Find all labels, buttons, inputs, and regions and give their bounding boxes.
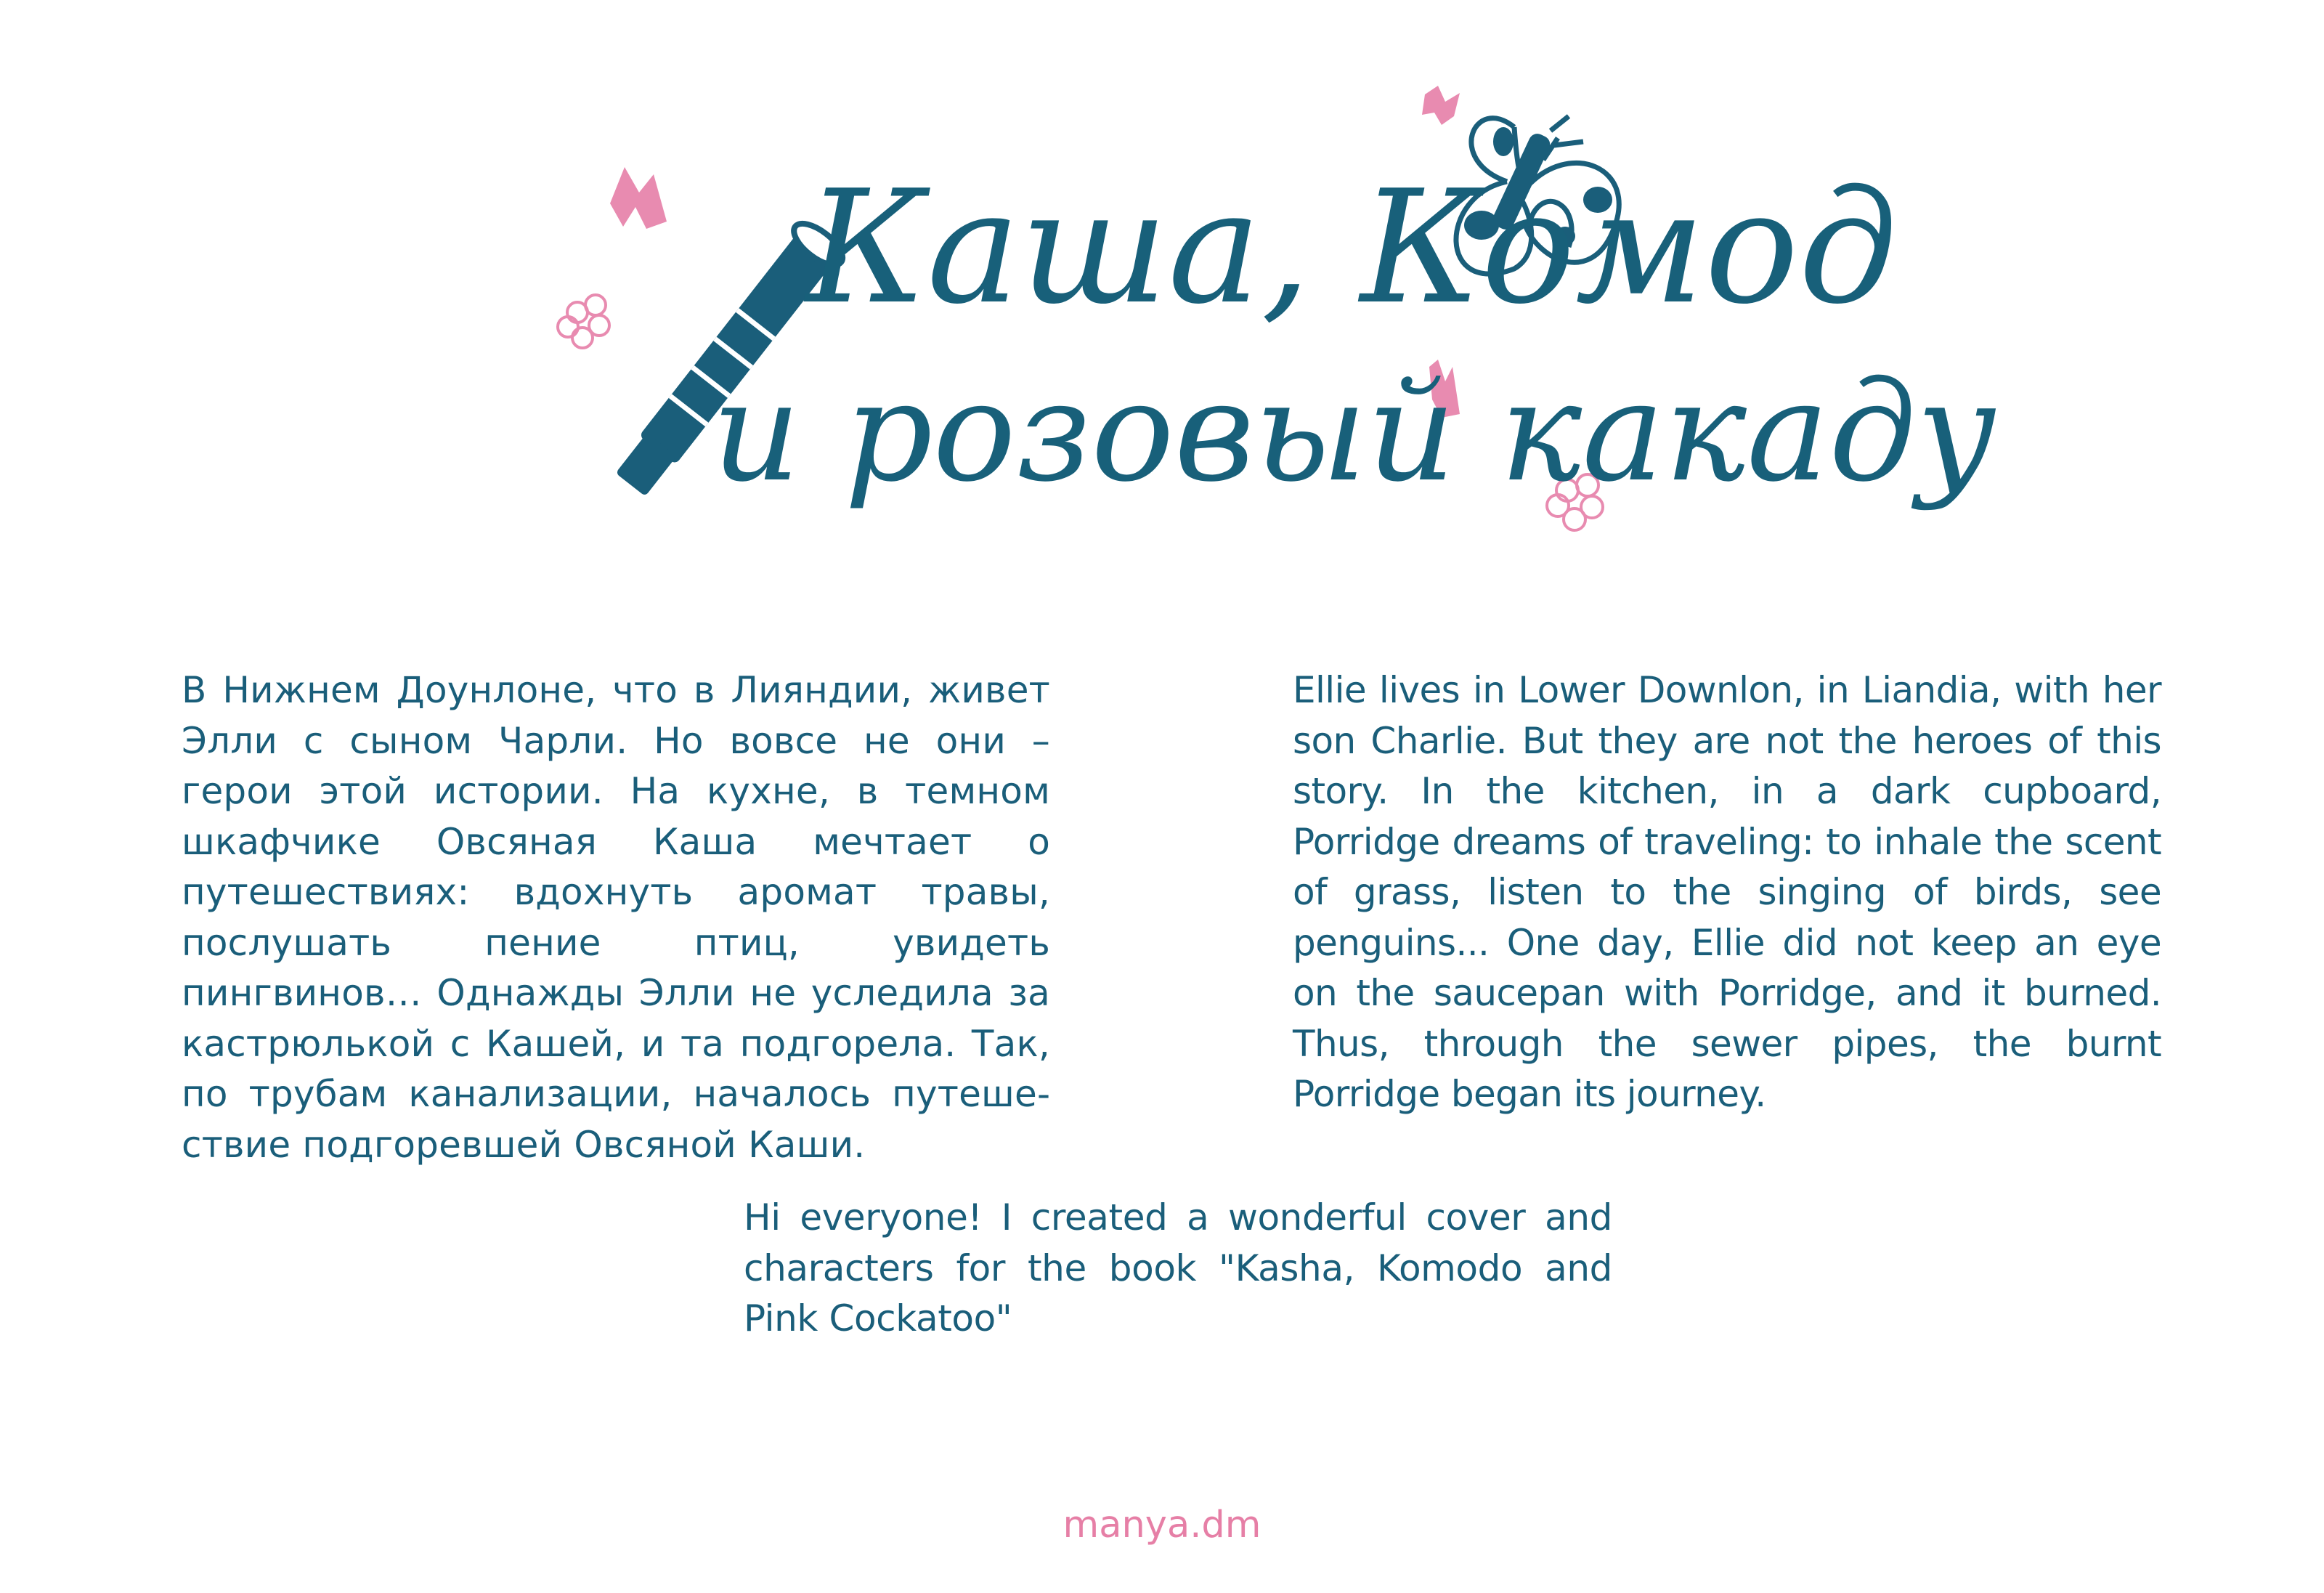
english-description: Ellie lives in Lower Downlon, in Liandia, with her son Charlie. But they are not the heroes of this story. In the kitchen, in a dark cupboard, Porridge dreams of traveling: to inhale the scent of grass, listen to the singing of birds, see penguins... One day, Ellie did not keep an eye on the saucepan with Porridge, and it burned. Thus, through the sewer pipes, the burnt Porridge began its journey. xyxy=(1293,669,2161,1115)
intro-note: Hi everyone! I created a wonderful cover and characters for the book "Kasha, Komodo and Pink Cockatoo" xyxy=(744,1196,1612,1339)
title-line-2: и розовый какаду xyxy=(712,352,1997,512)
title-line-1: Каша, Комод xyxy=(806,156,1898,339)
pink-star-doodle-left-icon xyxy=(610,167,667,229)
pink-star-doodle-top-icon xyxy=(1422,86,1460,125)
russian-description: В Нижнем Доунлоне, что в Лияндии, живет Элли с сыном Чарли. Но вовсе не они – герои этой истории. На кухне, в темном шкафчике Овсяная Каша мечтает о путешествиях: вдохнуть аромат травы, послушать пение птиц, увидеть пингвинов… Однажды Элли не уследила за кастрюлькой с Кашей, и та подгорела. Так, по трубам канализации, началось путешествие подгоревшей Овсяной Каши. xyxy=(182,669,1050,1166)
author-signature: manya.dm xyxy=(1063,1504,1261,1547)
pink-flower-doodle-left-icon xyxy=(558,295,609,348)
title-illustration xyxy=(537,73,1997,581)
